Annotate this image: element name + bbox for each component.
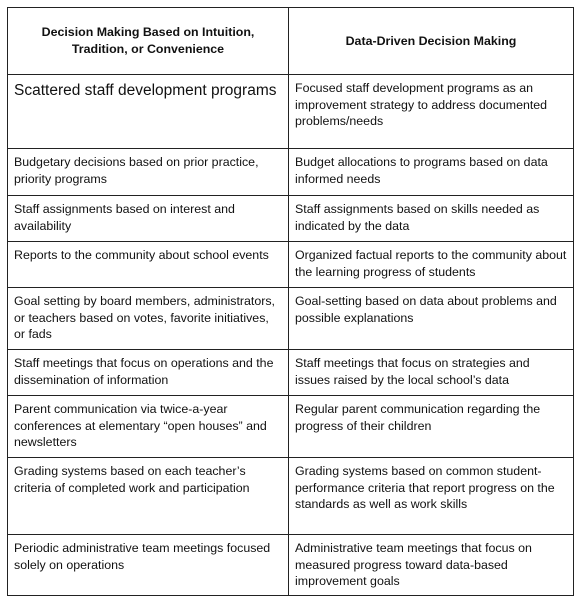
table-row	[8, 149, 574, 196]
intuition-cell: Scattered staff development programs	[8, 75, 289, 149]
table-row	[8, 242, 574, 288]
table-row	[8, 458, 574, 535]
data-driven-cell: Regular parent communication regarding the progress of their children	[289, 396, 574, 458]
data-driven-cell: Budget allocations to programs based on data informed needs	[289, 149, 574, 196]
header-data-driven: Data-Driven Decision Making	[289, 8, 574, 75]
table-header-row	[8, 8, 574, 75]
table-row	[8, 288, 574, 350]
intuition-cell: Staff meetings that focus on operations and the dissemination of information	[8, 350, 289, 396]
header-intuition-based: Decision Making Based on Intuition, Tradition, or Convenience	[8, 8, 289, 75]
data-driven-cell: Staff assignments based on skills needed as indicated by the data	[289, 196, 574, 242]
comparison-table	[7, 7, 574, 596]
data-driven-cell: Goal-setting based on data about problems and possible explanations	[289, 288, 574, 350]
table-row	[8, 535, 574, 596]
table-row	[8, 350, 574, 396]
data-driven-cell: Staff meetings that focus on strategies and issues raised by the local school’s data	[289, 350, 574, 396]
data-driven-cell: Grading systems based on common student-performance criteria that report progress on the standards as well as work skills	[289, 458, 574, 535]
intuition-cell: Staff assignments based on interest and availability	[8, 196, 289, 242]
intuition-cell: Grading systems based on each teacher’s criteria of completed work and participation	[8, 458, 289, 535]
table-row	[8, 75, 574, 149]
table-row	[8, 396, 574, 458]
table-row	[8, 196, 574, 242]
data-driven-cell: Administrative team meetings that focus on measured progress toward data-based improvement goals	[289, 535, 574, 596]
intuition-cell: Parent communication via twice-a-year conferences at elementary “open houses” and newsletters	[8, 396, 289, 458]
intuition-cell: Reports to the community about school events	[8, 242, 289, 288]
data-driven-cell: Organized factual reports to the community about the learning progress of students	[289, 242, 574, 288]
intuition-cell: Periodic administrative team meetings focused solely on operations	[8, 535, 289, 596]
intuition-cell: Goal setting by board members, administrators, or teachers based on votes, favorite initiatives, or fads	[8, 288, 289, 350]
data-driven-cell: Focused staff development programs as an improvement strategy to address documented problems/needs	[289, 75, 574, 149]
intuition-cell: Budgetary decisions based on prior practice, priority programs	[8, 149, 289, 196]
